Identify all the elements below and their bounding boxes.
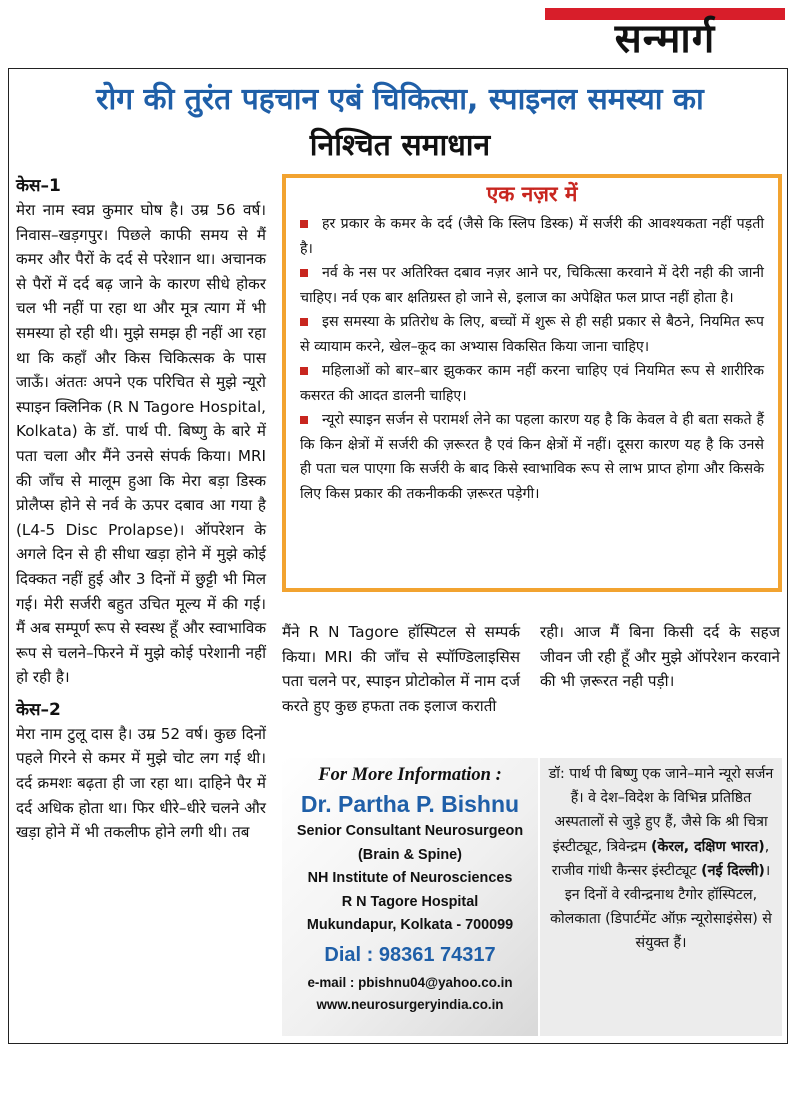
case-2-continuation-col-1: मैंने R N Tagore हॉस्पिटल से सम्पर्क किया। MRI की जाँच से स्पॉण्डिलाइसिस पता चलने पर, स्पाइन प्रोटोकोल में नाम दर्ज करते हुए कुछ हफता तक इलाज कराती [282, 623, 520, 715]
case-1-title: केस–1 [16, 176, 61, 196]
headline-line-1: रोग की तुरंत पहचान एबं चिकित्सा, स्पाइनल समस्या का [96, 82, 704, 117]
institute-name: NH Institute of Neurosciences [307, 870, 513, 886]
glance-item: महिलाओं को बार–बार झुककर काम नहीं करना चाहिए एवं नियमित रूप से शारीरिक कसरत की आदत डालनी चाहिए। [300, 363, 764, 404]
square-bullet-icon [300, 416, 308, 424]
square-bullet-icon [300, 367, 308, 375]
case-2-continuation-col-2: रही। आज मैं बिना किसी दर्द के सहज जीवन जी रही हूँ और मुझे ऑपरेशन करवाने की भी ज़रूरत नही पड़ी। [540, 623, 780, 691]
doctor-name: Dr. Partha P. Bishnu [300, 791, 520, 817]
contact-info-box [282, 758, 538, 1036]
website-link[interactable]: www.neurosurgeryindia.co.in [316, 996, 504, 1012]
phone-number[interactable]: Dial : 98361 74317 [324, 943, 496, 966]
hospital-address: Mukundapur, Kolkata - 700099 [306, 917, 514, 933]
square-bullet-icon [300, 269, 308, 277]
square-bullet-icon [300, 318, 308, 326]
square-bullet-icon [300, 220, 308, 228]
doctor-title: Senior Consultant Neurosurgeon [296, 823, 524, 839]
masthead-logo-text: सन्मार्ग [614, 15, 716, 62]
at-a-glance-list [300, 212, 764, 506]
case-1-text: मेरा नाम स्वप्न कुमार घोष है। उम्र 56 वर्ष। निवास–खड़गपुर। पिछले काफी समय से मैं कमर और पैरों के दर्द से परेशान था। अचानक से पैरों में दर्द बढ़ जाने के कारण सीधे होकर चल भी नहीं पा रहा था और मूत्र त्याग में भी समस्या हो रही थी। मुझे समझ ही नहीं आ रहा था कि कहाँ और किस चिकित्सक के पास जाऊँ। अंततः अपने एक परिचित से मुझे न्यूरो स्पाइन क्लिनिक (R N Tagore Hospital, Kolkata) के डॉ. पार्थ पी. बिष्णु के बारे में पता चला और मैंने उनसे संपर्क किया। MRI की जाँच से मालूम हुआ कि मेरा बड़ा डिस्क प्रोलैप्स होने से नर्व के ऊपर दबाव आ गया है (L4-5 Disc Prolapse)। ऑपरेशन के अगले दिन से ही सीधा खड़ा होने में मुझे कोई दिक्कत नहीं हुई और 3 दिनों में छुट्टी भी मिल गई। मेरी सर्जरी बहुत उचित मूल्य में की गई। मैं अब सम्पूर्ण रूप से स्वस्थ हूँ और स्वाभाविक रूप से चलने–फिरने में मुझे कोई परेशानी नहीं हो रही है। [16, 201, 266, 687]
info-heading: For More Information : [318, 765, 502, 785]
case-2-title: केस–2 [16, 699, 61, 720]
case-2-text: मेरा नाम टुलू दास है। उम्र 52 वर्ष। कुछ दिनों पहले गिरने से कमर में मुझे चोट लग गई थी। दर्द क्रमशः बढ़ता ही जा रहा था। दाहिने पैर में दर्द अधिक होता था। फिर धीरे–धीरे चलने और खड़ा होने में भी तकलीफ होने लगी थी। तब [16, 724, 266, 842]
glance-item: नर्व के नस पर अतिरिक्त दबाव नज़र आने पर, चिकित्सा करवाने में देरी नही की जानी चाहिए। नर्व एक बार क्षतिग्रस्त हो जाने से, इलाज का अपेक्षित फल प्राप्त नहीं होता है। [300, 265, 764, 306]
glance-item: हर प्रकार के कमर के दर्द (जैसे कि स्लिप डिस्क) में सर्जरी की आवश्यकता नहीं पड़ती है। [300, 216, 764, 257]
email-address[interactable]: e-mail : pbishnu04@yahoo.co.in [307, 974, 513, 990]
hospital-name: R N Tagore Hospital [341, 893, 479, 910]
glance-item: इस समस्या के प्रतिरोध के लिए, बच्चों में शुरू से ही सही प्रकार से बैठने, नियमित रूप से व्यायाम करने, खेल–कूद का अभ्यास विकसित किया जाना चाहिए। [300, 314, 764, 355]
at-a-glance-title: एक नज़र में [486, 182, 578, 206]
left-column [16, 174, 266, 845]
doctor-bio-text: डॉ: पार्थ पी बिष्णु एक जाने–माने न्यूरो सर्जन हैं। वे देश–विदेश के विभिन्न प्रतिष्ठित अस्पतालों से जुड़े हुए हैं, जैसे कि श्री चित्रा इंस्टीट्यूट, त्रिवेन्द्रम (केरल, दक्षिण भारत), राजीव गांधी कैन्सर इंस्टीट्यूट (नई दिल्ली)। इन दिनों वे रवीन्द्रनाथ टैगोर हॉस्पिटल, कोलकाता (डिपार्टमेंट ऑफ़ न्यूरोसाइंसेस) से संयुक्त हैं। [548, 766, 774, 952]
glance-item: न्यूरो स्पाइन सर्जन से परामर्श लेने का पहला कारण यह है कि केवल वे ही बता सकते हैं कि किन क्षेत्रों में सर्जरी की ज़रूरत है एवं किन क्षेत्रों में नहीं। दूसरा कारण यह है कि उनसे ही पता चल पाएगा कि सर्जरी के बाद किसे स्वाभाविक रूप से लाभ प्राप्त होगा और किसके लिए किस प्रकार की तकनीककी ज़रूरत पड़ेगी। [300, 412, 764, 502]
newspaper-masthead [545, 8, 785, 64]
doctor-bio-box [540, 758, 782, 1036]
headline-line-2: निश्चित समाधान [309, 128, 491, 163]
at-a-glance-box [282, 174, 782, 592]
doctor-specialty: (Brain & Spine) [358, 846, 462, 863]
